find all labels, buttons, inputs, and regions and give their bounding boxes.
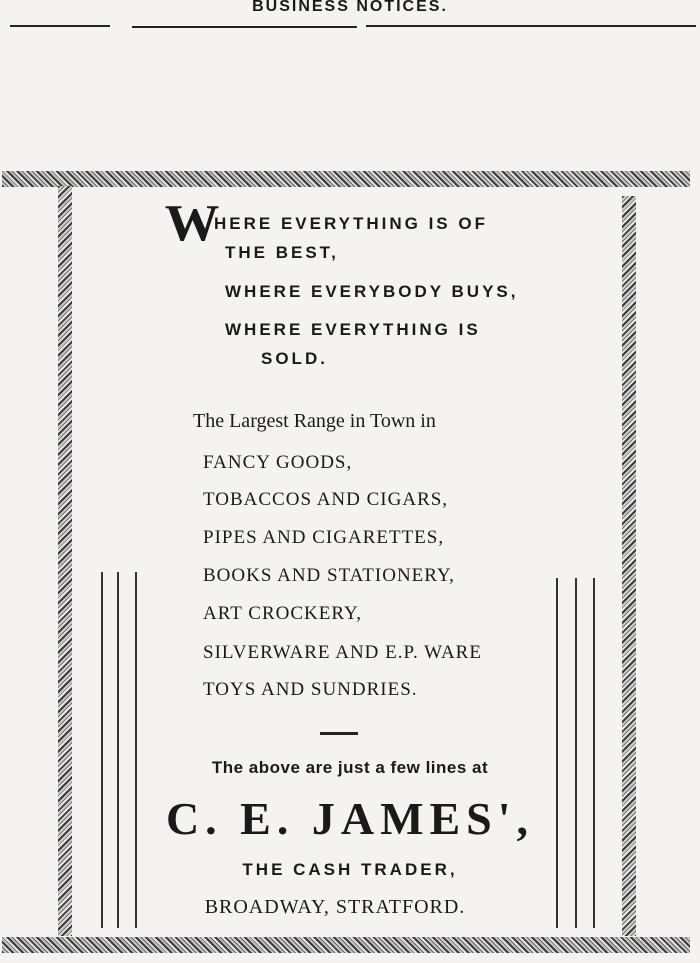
item-fancy-goods: FANCY GOODS,	[203, 452, 353, 473]
slogan-line-3: WHERE EVERYBODY BUYS,	[225, 282, 519, 301]
slogan-line-4: WHERE EVERYTHING IS	[225, 320, 481, 339]
closing-line: The above are just a few lines at	[211, 758, 489, 777]
short-divider	[320, 732, 358, 735]
header-rule-left	[10, 25, 110, 27]
merchant-tagline: THE CASH TRADER,	[242, 860, 458, 879]
item-tobaccos: TOBACCOS AND CIGARS,	[203, 489, 449, 510]
item-toys: TOYS AND SUNDRIES.	[203, 679, 418, 700]
item-pipes: PIPES AND CIGARETTES,	[203, 527, 445, 548]
item-silverware: SILVERWARE AND E.P. WARE	[203, 642, 482, 663]
header-rule-center	[132, 26, 357, 28]
header-rule-right	[366, 25, 696, 27]
top-ornamental-border	[2, 171, 690, 187]
section-title: BUSINESS NOTICES.	[252, 0, 448, 15]
drop-cap-letter: W	[164, 195, 220, 252]
item-books: BOOKS AND STATIONERY,	[203, 565, 455, 586]
range-intro: The Largest Range in Town in	[193, 410, 436, 432]
merchant-name: C. E. JAMES',	[165, 793, 535, 844]
merchant-address: BROADWAY, STRATFORD.	[204, 896, 466, 918]
slogan-line-2: THE BEST,	[225, 243, 339, 262]
slogan-line-5: SOLD.	[261, 349, 328, 368]
bottom-ornamental-border	[2, 937, 690, 953]
item-art-crockery: ART CROCKERY,	[203, 603, 362, 624]
slogan-line-1: HERE EVERYTHING IS OF	[214, 214, 488, 233]
